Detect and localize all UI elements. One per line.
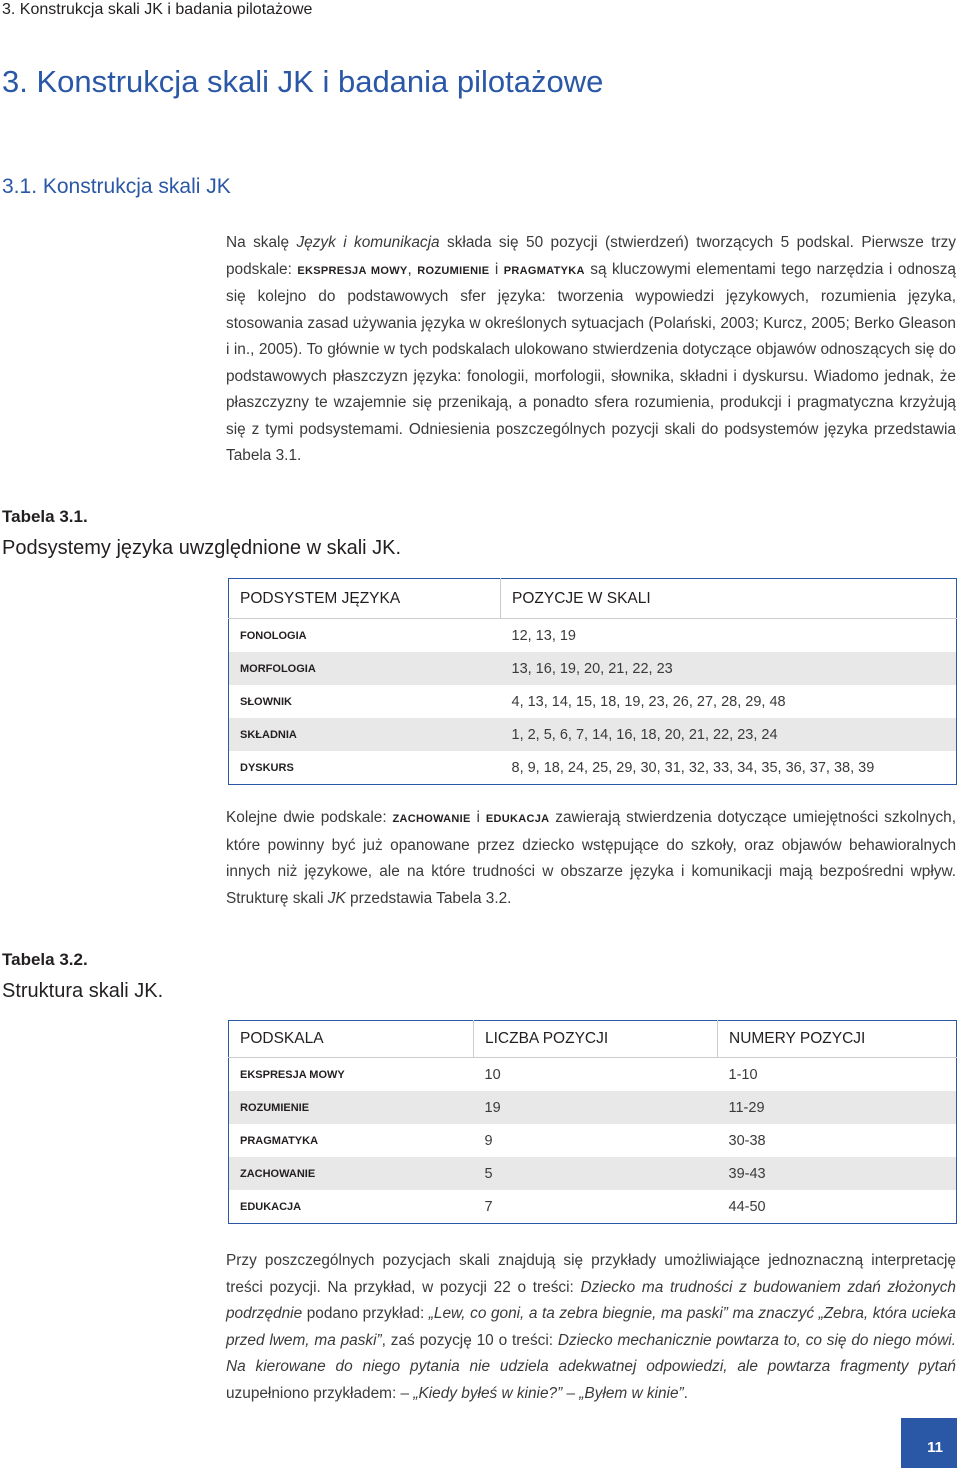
- table-row: [229, 1124, 957, 1157]
- subscale-name: EDUKACJA: [485, 813, 550, 825]
- table-header-cell: POZYCJE W SKALI: [501, 579, 957, 619]
- table-row: [229, 1091, 957, 1124]
- table-row: [229, 652, 957, 685]
- table-cell: 19: [474, 1091, 718, 1124]
- table2-label: Tabela 3.2.: [2, 950, 88, 969]
- table-row: [229, 1157, 957, 1190]
- section-title: [2, 175, 231, 199]
- table-header-cell: LICZBA POZYCJI: [474, 1021, 718, 1058]
- subscale-name: ZACHOWANIE: [392, 813, 471, 825]
- table-cell: 12, 13, 19: [501, 619, 957, 653]
- table-cell: PRAGMATYKA: [229, 1124, 474, 1157]
- table-cell: 7: [474, 1190, 718, 1224]
- table-header-cell: NUMERY POZYCJI: [718, 1021, 957, 1058]
- table-cell: SŁOWNIK: [229, 685, 501, 718]
- table-row: [229, 1058, 957, 1092]
- table-structure: [228, 1020, 957, 1224]
- table-cell: 44-50: [718, 1190, 957, 1224]
- subscale-name: PRAGMATYKA: [503, 264, 585, 277]
- table-row: [229, 1190, 957, 1224]
- table2-caption: Struktura skali JK.: [2, 980, 164, 1002]
- running-header-text: 3. Konstrukcja skali JK i badania pilotażowe: [2, 1, 313, 18]
- table-subsystems: [228, 578, 957, 785]
- chapter-title-text: 3. Konstrukcja skali JK i badania pilotażowe: [2, 64, 604, 99]
- table1-label: Tabela 3.1.: [2, 507, 88, 526]
- table-cell: 10: [474, 1058, 718, 1092]
- running-header: [2, 1, 312, 19]
- paragraph-intro-text: Na skalę Język i komunikacja składa się 50 pozycji (stwierdzeń) tworzących 5 podskal. Pierwsze trzy podskale: EKSPRESJA MOWY, ROZUMIENIE i PRAGMATYKA są kluczowymi elementami tego narzędzia i odnoszą się kolejno do podstawowych sfer języka: tworzenia wypowiedzi językowych, rozumienia języka, stosowania zasad używania języka w określonych sytuacjach (Polański, 2003; Kurcz, 2005; Berko Gleason i in., 2005). To głównie w tych podskalach ulokowano stwierdzenia dotyczące objawów odnoszących się do podstawowych płaszczyzn języka: fonologii, morfologii, słownika, składni i dyskursu. Wiadomo jednak, że płaszczyzny te wzajemnie się przenikają, a ponadto sfera rozumienia, produkcji i pragmatyczna krzyżują się z tymi podsystemami. Odniesienia poszczególnych pozycji skali do podsystemów języka przedstawia Tabela 3.1.: [226, 234, 956, 464]
- table-cell: 1, 2, 5, 6, 7, 14, 16, 18, 20, 21, 22, 23, 24: [501, 718, 957, 751]
- table-cell: ROZUMIENIE: [229, 1091, 474, 1124]
- table-cell: ZACHOWANIE: [229, 1157, 474, 1190]
- section-title-text: 3.1. Konstrukcja skali JK: [2, 175, 231, 198]
- paragraph-subscales: [226, 805, 956, 912]
- subscale-name: EKSPRESJA MOWY: [297, 264, 408, 277]
- table-cell: 30-38: [718, 1124, 957, 1157]
- table-row: [229, 619, 957, 653]
- paragraph-subscales-text: Kolejne dwie podskale: ZACHOWANIE i EDUKACJA zawierają stwierdzenia dotyczące umiejętności szkolnych, które powinny być już opanowane przez dziecko wstępujące do szkoły, oraz objawów behawioralnych innych niż językowe, ale na które trudności w obszarze języka i komunikacji mają bezpośredni wpływ. Strukturę skali JK przedstawia Tabela 3.2.: [226, 809, 956, 907]
- table-header-row: [229, 579, 957, 619]
- paragraph-examples-text: Przy poszczególnych pozycjach skali znajdują się przykłady umożliwiające jednoznaczną interpretację treści pozycji. Na przykład, w pozycji 22 o treści: Dziecko ma trudności z budowaniem zdań złożonych podrzędnie podano przykład: „Lew, co goni, a ta zebra biegnie, ma paski” ma znaczyć „Zebra, która ucieka przed lwem, ma paski”, zaś pozycję 10 o treści: Dziecko mechanicznie powtarza to, co się do niego mówi. Na kierowane do niego pytania nie udziela adekwatnej odpowiedzi, ale powtarza fragmenty pytań uzupełniono przykładem: – „Kiedy byłeś w kinie?” – „Byłem w kinie”.: [226, 1252, 956, 1402]
- table-cell: 13, 16, 19, 20, 21, 22, 23: [501, 652, 957, 685]
- table-cell: 8, 9, 18, 24, 25, 29, 30, 31, 32, 33, 34, 35, 36, 37, 38, 39: [501, 751, 957, 785]
- table-header-row: [229, 1021, 957, 1058]
- table-cell: 5: [474, 1157, 718, 1190]
- paragraph-examples: [226, 1248, 956, 1407]
- table-header-cell: PODSKALA: [229, 1021, 474, 1058]
- table-cell: 9: [474, 1124, 718, 1157]
- table-cell: 39-43: [718, 1157, 957, 1190]
- table-cell: MORFOLOGIA: [229, 652, 501, 685]
- table-row: [229, 751, 957, 785]
- table-cell: EKSPRESJA MOWY: [229, 1058, 474, 1092]
- table-row: [229, 718, 957, 751]
- table-cell: SKŁADNIA: [229, 718, 501, 751]
- table-cell: FONOLOGIA: [229, 619, 501, 653]
- table-cell: 1-10: [718, 1058, 957, 1092]
- table-cell: EDUKACJA: [229, 1190, 474, 1224]
- subscale-name: ROZUMIENIE: [417, 264, 490, 277]
- page-number: 11: [927, 1439, 943, 1456]
- table-cell: DYSKURS: [229, 751, 501, 785]
- page-number-badge: [901, 1418, 957, 1468]
- table-header-cell: PODSYSTEM JĘZYKA: [229, 579, 501, 619]
- table1-caption: Podsystemy języka uwzględnione w skali JK.: [2, 537, 402, 559]
- table-cell: 11-29: [718, 1091, 957, 1124]
- chapter-title: [2, 64, 603, 100]
- table-cell: 4, 13, 14, 15, 18, 19, 23, 26, 27, 28, 29, 48: [501, 685, 957, 718]
- table-row: [229, 685, 957, 718]
- paragraph-intro: [226, 230, 956, 470]
